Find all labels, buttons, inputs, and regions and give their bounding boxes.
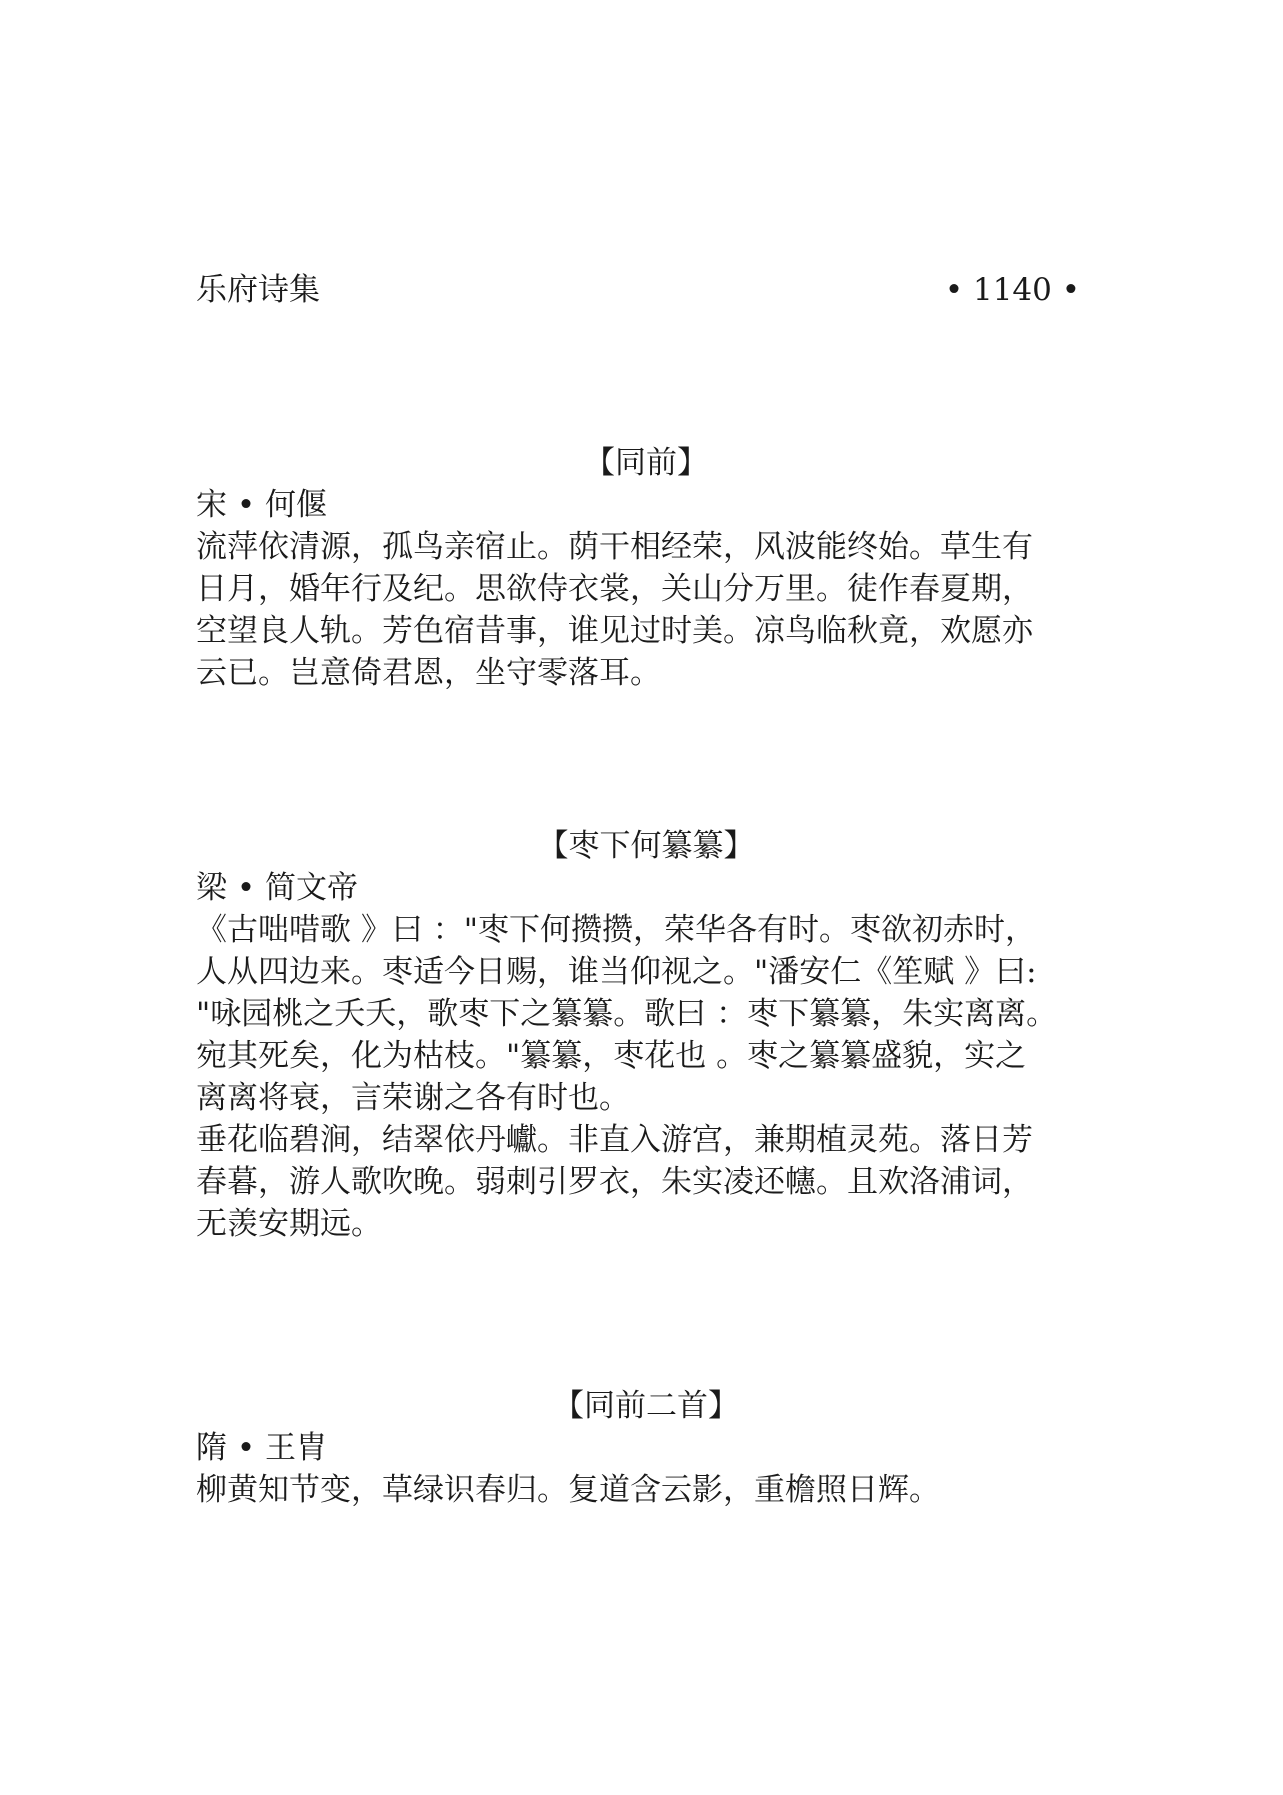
poem-section-2 [196,825,1096,1245]
poem-line: 无羡安期远。 [196,1206,382,1242]
poem-preface-line: 人从四边来。枣适今日赐，谁当仰视之。"潘安仁《笙赋 》曰: [196,954,1037,990]
poem-preface-line: "咏园桃之夭夭，歌枣下之纂纂。歌曰 ：枣下纂纂，朱实离离。 [196,996,1058,1032]
poem-line: 日月，婚年行及纪。思欲侍衣裳，关山分万里。徒作春夏期， [196,571,1033,607]
poem-line: 流萍依清源，孤鸟亲宿止。荫干相经荣，风波能终始。草生有 [196,529,1033,565]
poem-author: 梁 • 简文帝 [196,870,358,906]
poem-line: 垂花临碧涧，结翠依丹巘。非直入游宫，兼期植灵苑。落日芳 [196,1122,1033,1158]
book-title: 乐府诗集 [196,272,320,308]
poem-title: 【同前二首】 [553,1388,739,1424]
poem-section-1 [196,442,1096,694]
poem-preface-line: 宛其死矣，化为枯枝。"纂纂，枣花也 。枣之纂纂盛貌，实之 [196,1038,1027,1074]
poem-preface-line: 《古咄唶歌 》曰 ："枣下何攒攒，荣华各有时。枣欲初赤时， [196,912,1036,948]
page-number: • 1140 • [944,272,1080,308]
poem-line: 云已。岂意倚君恩，坐守零落耳。 [196,655,661,691]
poem-preface-line: 离离将衰，言荣谢之各有时也。 [196,1080,630,1116]
poem-author: 宋 • 何偃 [196,487,327,523]
poem-title: 【枣下何纂纂】 [537,828,755,864]
poem-section-3 [196,1385,1096,1511]
poem-line: 柳黄知节变，草绿识春归。复道含云影，重檐照日辉。 [196,1472,940,1508]
poem-line: 春暮，游人歌吹晚。弱刺引罗衣，朱实凌还幰。且欢洛浦词， [196,1164,1033,1200]
poem-author: 隋 • 王胄 [196,1430,327,1466]
poem-title: 【同前】 [584,445,708,481]
poem-line: 空望良人轨。芳色宿昔事，谁见过时美。凉鸟临秋竟，欢愿亦 [196,613,1033,649]
